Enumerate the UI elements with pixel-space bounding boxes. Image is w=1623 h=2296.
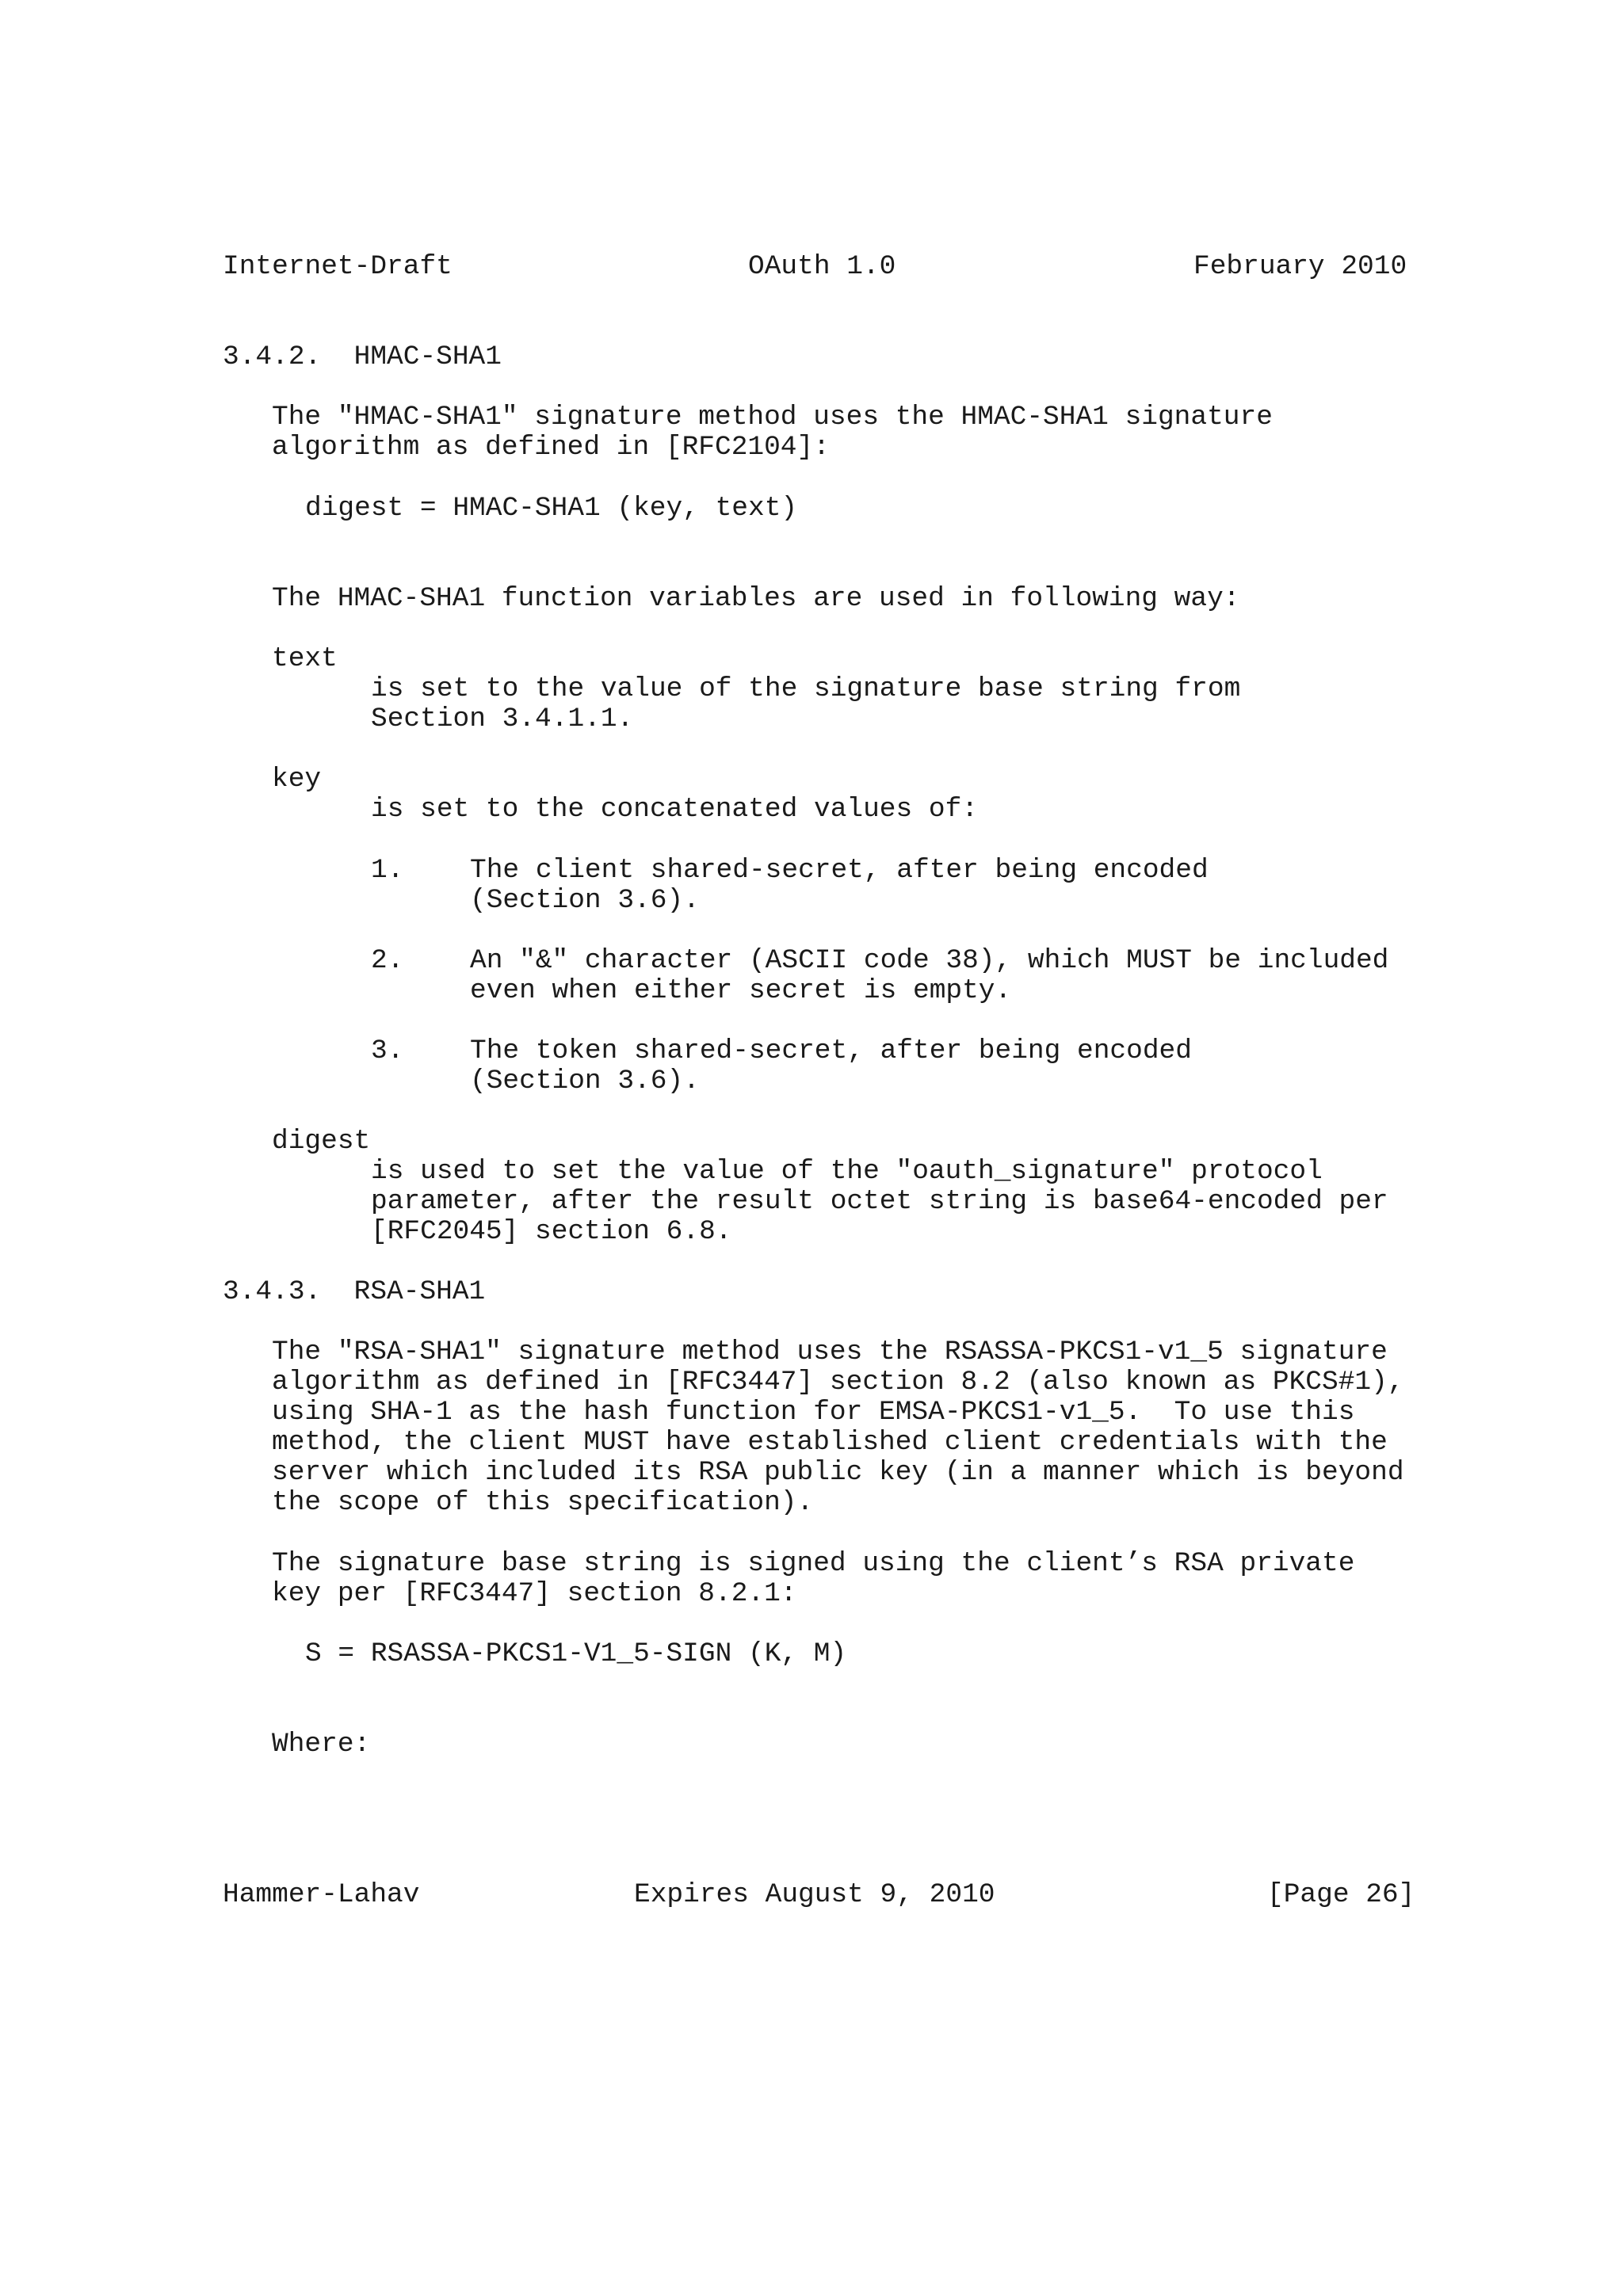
rsa-formula: S = RSASSA-PKCS1-V1_5-SIGN (K, M) — [305, 1638, 847, 1669]
footer-right: [Page 26] — [1267, 1879, 1415, 1910]
term-text-def-line-1: is set to the value of the signature base string from — [371, 673, 1241, 704]
term-digest-def-line-2: parameter, after the result octet string is base64-encoded per — [371, 1186, 1388, 1217]
list-item-3-line-2: (Section 3.6). — [470, 1066, 700, 1097]
term-digest-def-line-1: is used to set the value of the "oauth_signature" protocol — [371, 1156, 1323, 1187]
hmac-intro-line-1: The "HMAC-SHA1" signature method uses the HMAC-SHA1 signature — [272, 402, 1273, 433]
list-item-3-line-1: The token shared-secret, after being encoded — [470, 1035, 1192, 1066]
term-text: text — [272, 643, 338, 674]
rsa-para-2-line-1: The signature base string is signed using the client’s RSA private — [272, 1548, 1355, 1579]
header-center: OAuth 1.0 — [748, 251, 896, 282]
term-key: key — [272, 764, 322, 795]
rsa-where-label: Where: — [272, 1729, 371, 1760]
hmac-vars-intro: The HMAC-SHA1 function variables are used in following way: — [272, 583, 1240, 614]
list-item-2-line-1: An "&" character (ASCII code 38), which MUST be included — [470, 945, 1389, 976]
rsa-para-1-line-6: the scope of this specification). — [272, 1487, 814, 1518]
header-right: February 2010 — [1193, 251, 1407, 282]
footer-left: Hammer-Lahav — [223, 1879, 420, 1910]
header-left: Internet-Draft — [223, 251, 453, 282]
rsa-para-1-line-5: server which included its RSA public key (in a manner which is beyond — [272, 1457, 1404, 1488]
rsa-para-1-line-2: algorithm as defined in [RFC3447] section 8.2 (also known as PKCS#1), — [272, 1367, 1404, 1398]
hmac-formula: digest = HMAC-SHA1 (key, text) — [305, 493, 798, 524]
list-item-2-line-2: even when either secret is empty. — [470, 975, 1012, 1006]
list-item-1-line-2: (Section 3.6). — [470, 885, 700, 916]
footer-center: Expires August 9, 2010 — [634, 1879, 995, 1910]
rsa-para-1-line-1: The "RSA-SHA1" signature method uses the RSASSA-PKCS1-v1_5 signature — [272, 1337, 1388, 1367]
term-digest-def-line-3: [RFC2045] section 6.8. — [371, 1216, 732, 1247]
hmac-intro-line-2: algorithm as defined in [RFC2104]: — [272, 432, 830, 463]
list-item-2-number: 2. — [371, 945, 404, 976]
rsa-para-1-line-4: method, the client MUST have established client credentials with the — [272, 1427, 1388, 1458]
rsa-para-2-line-2: key per [RFC3447] section 8.2.1: — [272, 1578, 797, 1609]
section-heading-hmac-sha1: 3.4.2. HMAC-SHA1 — [223, 341, 502, 372]
section-heading-rsa-sha1: 3.4.3. RSA-SHA1 — [223, 1276, 486, 1307]
list-item-1-line-1: The client shared-secret, after being encoded — [470, 855, 1209, 886]
term-key-def: is set to the concatenated values of: — [371, 794, 979, 825]
term-text-def-line-2: Section 3.4.1.1. — [371, 704, 634, 734]
list-item-1-number: 1. — [371, 855, 404, 886]
rsa-para-1-line-3: using SHA-1 as the hash function for EMSA-PKCS1-v1_5. To use this — [272, 1397, 1355, 1428]
list-item-3-number: 3. — [371, 1035, 404, 1066]
term-digest: digest — [272, 1126, 371, 1157]
